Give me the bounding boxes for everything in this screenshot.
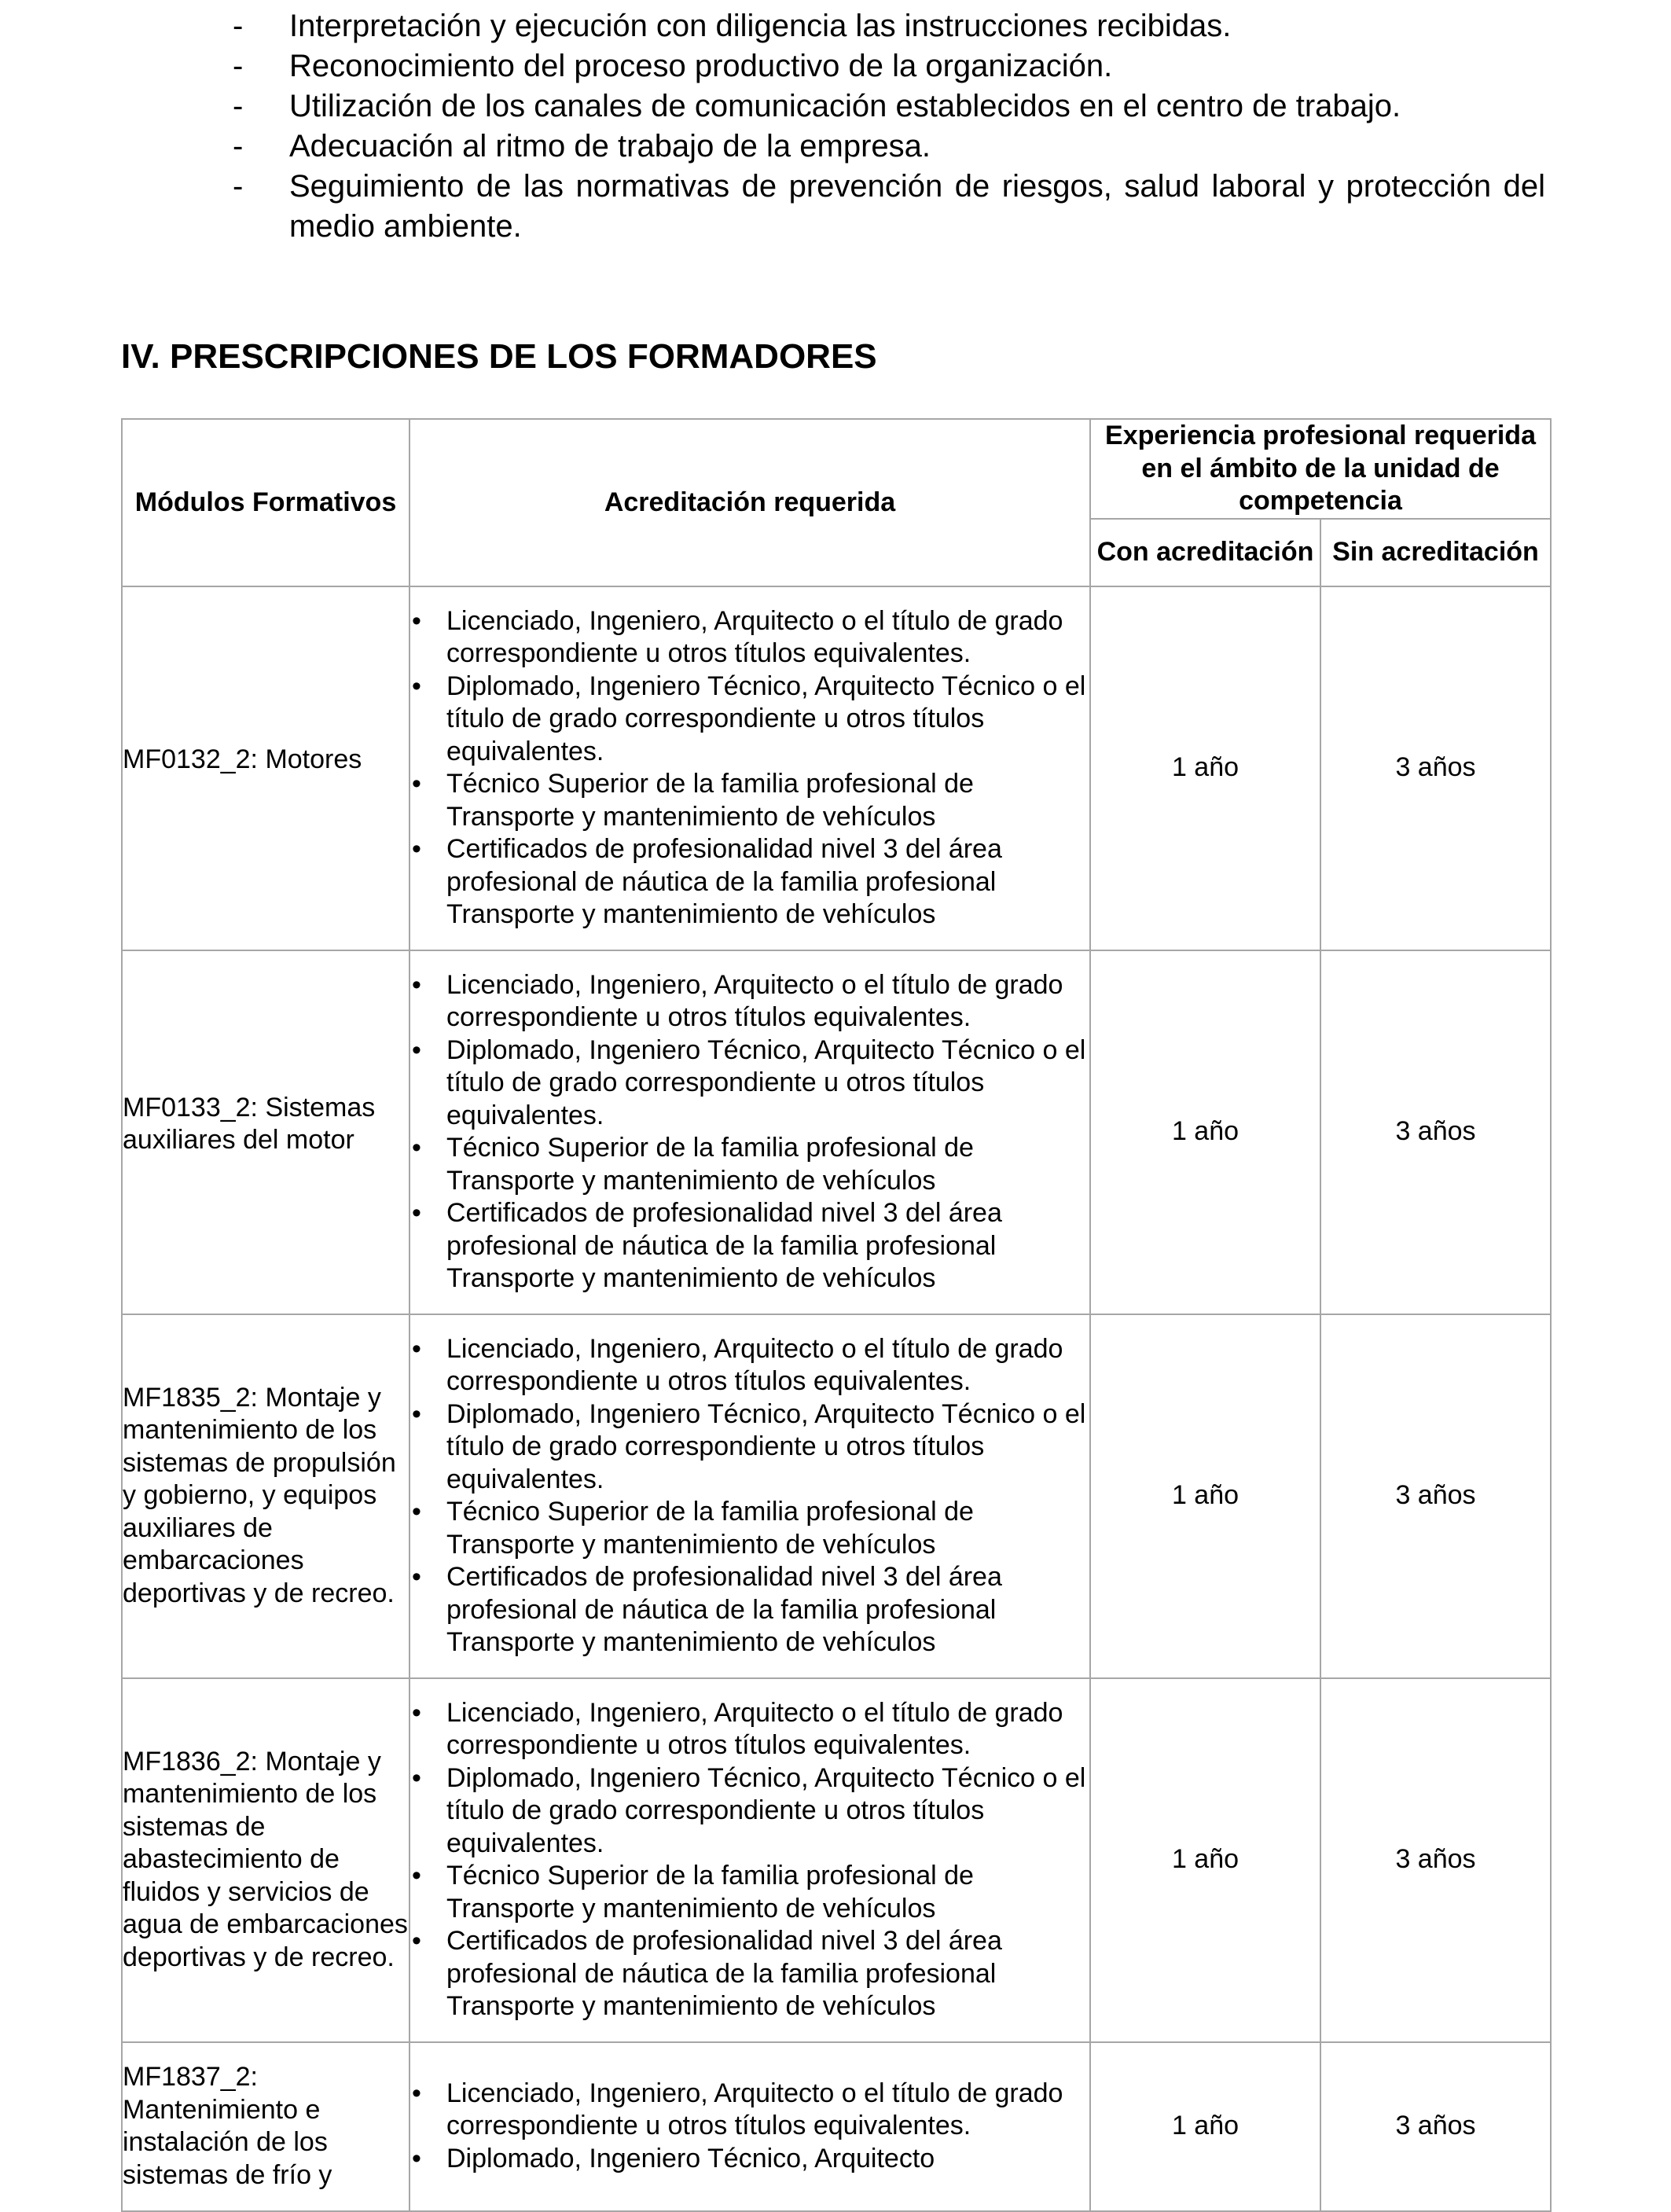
acreditacion-text: Certificados de profesionalidad nivel 3 del área profesional de náutica de la familia profesional Transporte y mantenimiento de vehículos <box>446 1198 1002 1293</box>
acreditacion-text: Diplomado, Ingeniero Técnico, Arquitecto Técnico o el título de grado correspondiente u otros títulos equivalentes. <box>446 1398 1086 1494</box>
table-row <box>122 1314 1551 1678</box>
acreditacion-text: Licenciado, Ingeniero, Arquitecto o el título de grado correspondiente u otros títulos equivalentes. <box>446 605 1063 668</box>
table-row <box>122 1678 1551 2042</box>
dash-marker: - <box>233 129 244 164</box>
table-row <box>122 2042 1551 2211</box>
acreditacion-cell <box>409 950 1090 1314</box>
bullet-marker: • <box>412 834 421 864</box>
list-item-text: Adecuación al ritmo de trabajo de la empresa. <box>289 129 931 164</box>
list-item <box>410 833 1089 931</box>
bullet-marker: • <box>412 1034 421 1065</box>
list-item <box>410 1398 1089 1497</box>
acreditacion-cell <box>409 2042 1090 2211</box>
list-item <box>233 86 1545 127</box>
list-item <box>410 768 1089 833</box>
list-item <box>410 1925 1089 2023</box>
list-item <box>410 1132 1089 1197</box>
bullet-marker: • <box>412 605 421 636</box>
header-modulos: Módulos Formativos <box>122 419 409 586</box>
section-title: IV. PRESCRIPCIONES DE LOS FORMADORES <box>121 337 877 376</box>
table-row <box>122 950 1551 1314</box>
formadores-table <box>121 418 1552 2212</box>
acreditacion-text: Certificados de profesionalidad nivel 3 del área profesional de náutica de la familia profesional Transporte y mantenimiento de vehículos <box>446 834 1002 929</box>
modulo-cell: MF0132_2: Motores <box>122 586 409 950</box>
bullet-marker: • <box>412 1333 421 1364</box>
header-acreditacion: Acreditación requerida <box>409 419 1090 586</box>
list-item <box>410 1561 1089 1659</box>
acreditacion-text: Diplomado, Ingeniero Técnico, Arquitecto Técnico o el título de grado correspondiente u otros títulos equivalentes. <box>446 1762 1086 1858</box>
list-item <box>233 167 1545 247</box>
con-acreditacion-cell: 1 año <box>1090 1678 1320 2042</box>
acreditacion-list <box>410 605 1089 931</box>
list-item <box>410 1197 1089 1295</box>
bullet-marker: • <box>412 1398 421 1429</box>
acreditacion-text: Técnico Superior de la familia profesional de Transporte y mantenimiento de vehículos <box>446 1133 974 1196</box>
header-con-acreditacion: Con acreditación <box>1090 519 1320 586</box>
bullet-marker: • <box>412 1497 421 1527</box>
list-item-text: Reconocimiento del proceso productivo de la organización. <box>289 49 1113 83</box>
bullet-marker: • <box>412 1926 421 1956</box>
sin-acreditacion-cell: 3 años <box>1320 2042 1551 2211</box>
bullet-marker: • <box>412 671 421 701</box>
sin-acreditacion-cell: 3 años <box>1320 1314 1551 1678</box>
con-acreditacion-cell: 1 año <box>1090 2042 1320 2211</box>
list-item <box>233 6 1545 46</box>
table-header-row <box>122 419 1551 519</box>
list-item <box>410 1496 1089 1561</box>
acreditacion-cell <box>409 586 1090 950</box>
acreditacion-text: Diplomado, Ingeniero Técnico, Arquitecto Técnico o el título de grado correspondiente u otros títulos equivalentes. <box>446 671 1086 766</box>
list-item-text: Interpretación y ejecución con diligencia las instrucciones recibidas. <box>289 9 1232 43</box>
list-item <box>233 46 1545 86</box>
acreditacion-text: Certificados de profesionalidad nivel 3 del área profesional de náutica de la familia profesional Transporte y mantenimiento de vehículos <box>446 1926 1002 2021</box>
acreditacion-text: Técnico Superior de la familia profesional de Transporte y mantenimiento de vehículos <box>446 1497 974 1560</box>
sin-acreditacion-cell: 3 años <box>1320 950 1551 1314</box>
bullet-marker: • <box>412 1697 421 1728</box>
acreditacion-text: Técnico Superior de la familia profesional de Transporte y mantenimiento de vehículos <box>446 1861 974 1924</box>
bullet-marker: • <box>412 769 421 799</box>
dash-marker: - <box>233 9 244 43</box>
con-acreditacion-cell: 1 año <box>1090 586 1320 950</box>
table-row <box>122 586 1551 950</box>
acreditacion-list <box>410 1333 1089 1659</box>
acreditacion-text: Licenciado, Ingeniero, Arquitecto o el título de grado correspondiente u otros títulos equivalentes. <box>446 2078 1063 2141</box>
acreditacion-text: Licenciado, Ingeniero, Arquitecto o el título de grado correspondiente u otros títulos equivalentes. <box>446 969 1063 1032</box>
acreditacion-text: Certificados de profesionalidad nivel 3 del área profesional de náutica de la familia profesional Transporte y mantenimiento de vehículos <box>446 1562 1002 1657</box>
modulo-cell: MF1837_2: Mantenimiento e instalación de los sistemas de frío y <box>122 2042 409 2211</box>
bullet-marker: • <box>412 1562 421 1592</box>
acreditacion-list <box>410 969 1089 1295</box>
list-item <box>410 2078 1089 2143</box>
bullet-marker: • <box>412 1198 421 1228</box>
sin-acreditacion-cell: 3 años <box>1320 1678 1551 2042</box>
modulo-cell: MF0133_2: Sistemas auxiliares del motor <box>122 950 409 1314</box>
list-item <box>233 127 1545 167</box>
list-item <box>410 1762 1089 1861</box>
list-item <box>410 2143 1089 2176</box>
acreditacion-text: Diplomado, Ingeniero Técnico, Arquitecto <box>446 2143 935 2173</box>
header-sin-acreditacion: Sin acreditación <box>1320 519 1551 586</box>
acreditacion-cell <box>409 1678 1090 2042</box>
acreditacion-text: Licenciado, Ingeniero, Arquitecto o el título de grado correspondiente u otros títulos equivalentes. <box>446 1697 1063 1760</box>
acreditacion-list <box>410 2078 1089 2176</box>
list-item <box>410 969 1089 1034</box>
modulo-cell: MF1835_2: Montaje y mantenimiento de los sistemas de propulsión y gobierno, y equipos auxiliares de embarcaciones deportivas y de recreo. <box>122 1314 409 1678</box>
modulo-cell: MF1836_2: Montaje y mantenimiento de los sistemas de abastecimiento de fluidos y servicios de agua de embarcaciones deportivas y de recreo. <box>122 1678 409 2042</box>
acreditacion-text: Diplomado, Ingeniero Técnico, Arquitecto Técnico o el título de grado correspondiente u otros títulos equivalentes. <box>446 1034 1086 1130</box>
list-item <box>410 671 1089 769</box>
acreditacion-list <box>410 1697 1089 2023</box>
acreditacion-text: Licenciado, Ingeniero, Arquitecto o el título de grado correspondiente u otros títulos equivalentes. <box>446 1333 1063 1396</box>
list-item-text: Utilización de los canales de comunicación establecidos en el centro de trabajo. <box>289 89 1401 123</box>
acreditacion-cell <box>409 1314 1090 1678</box>
acreditacion-text: Técnico Superior de la familia profesional de Transporte y mantenimiento de vehículos <box>446 769 974 832</box>
list-item <box>410 605 1089 671</box>
dash-marker: - <box>233 89 244 123</box>
bullet-marker: • <box>412 2143 421 2173</box>
con-acreditacion-cell: 1 año <box>1090 1314 1320 1678</box>
bullet-marker: • <box>412 1133 421 1163</box>
con-acreditacion-cell: 1 año <box>1090 950 1320 1314</box>
header-experiencia: Experiencia profesional requerida en el ámbito de la unidad de competencia <box>1090 419 1551 519</box>
list-item <box>410 1034 1089 1133</box>
intro-dash-list <box>233 6 1545 247</box>
list-item <box>410 1697 1089 1762</box>
bullet-marker: • <box>412 969 421 1000</box>
list-item-text: Seguimiento de las normativas de prevención de riesgos, salud laboral y protección del medio ambiente. <box>289 169 1545 244</box>
bullet-marker: • <box>412 2078 421 2108</box>
sin-acreditacion-cell: 3 años <box>1320 586 1551 950</box>
bullet-marker: • <box>412 1861 421 1890</box>
dash-marker: - <box>233 49 244 83</box>
list-item <box>410 1333 1089 1398</box>
dash-marker: - <box>233 169 244 204</box>
list-item <box>410 1860 1089 1925</box>
bullet-marker: • <box>412 1762 421 1793</box>
